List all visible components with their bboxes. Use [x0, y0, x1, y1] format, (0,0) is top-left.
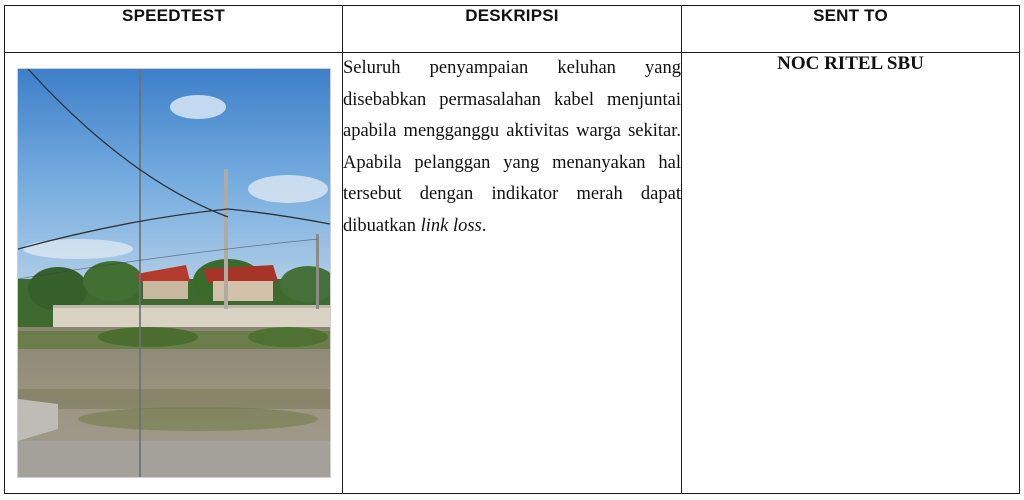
description-body: Seluruh penyampaian keluhan yang disebabkan permasalahan kabel menjuntai apabila mengganggu aktivitas warga sekitar. Apabila pelanggan yang menanyakan hal tersebut dengan indikator merah dapat dibuatkan — [343, 58, 681, 236]
speedtest-cell — [5, 53, 343, 494]
document-table — [4, 5, 1020, 494]
content-row — [5, 53, 1020, 494]
description-end: . — [481, 215, 487, 236]
deskripsi-cell — [343, 53, 682, 494]
header-deskripsi: DESKRIPSI — [343, 6, 682, 53]
header-sent-to: SENT TO — [682, 6, 1020, 53]
speedtest-photo — [17, 68, 331, 478]
description-link-loss: link loss — [420, 215, 482, 236]
header-speedtest: SPEEDTEST — [5, 6, 343, 53]
description-text — [343, 53, 681, 242]
photo-scene — [18, 69, 330, 477]
sent-to-value: NOC RITEL SBU — [777, 53, 924, 74]
header-row — [5, 6, 1020, 53]
sent-to-cell — [682, 53, 1020, 494]
